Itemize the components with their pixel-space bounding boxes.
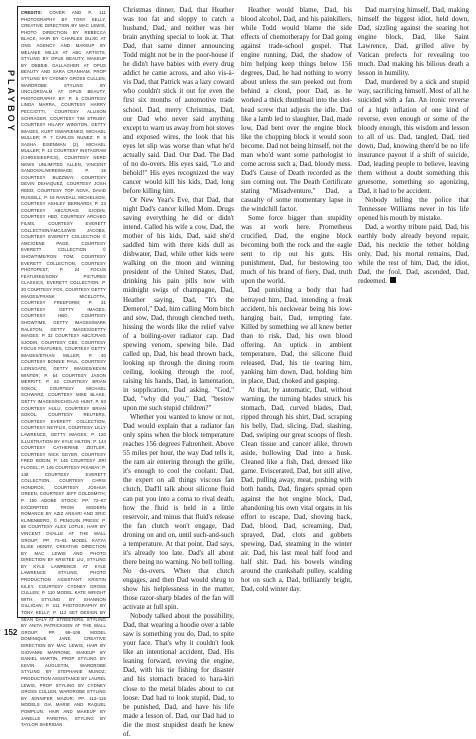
- end-mark-icon: [390, 277, 396, 283]
- paragraph: Some force bigger than stupidity was at work here. Prometheus crucified, Dad, the engine block becoming both the rock and the eagle sent to rip out his guts. His punishment, Dad, for bestowing too much of his brand of fiery, Dad, truth upon the world.: [241, 214, 352, 286]
- credits-text: COVER AND P. 111 PHOTOGRAPHY BY TONY KELLY, CREATIVE DIRECTION BY MAC LEWIS, PHOTO DIRECTION BY REBECCA BLACK, HAIR BY CHARLES DUJIC AT ONG AGENCY AND MAKEUP BY MELANIE MILLS AT ABC ARTISTS, STYLING BY OPUS BEAUTY, MAKEUP BY DEBBIE GALLAGHER AT OPUS BEAUTY AND SARA CRANHAM, PROP STYLING BY CYDNEY GROSS CULLEN, WARDROBE STYLING BY UNCLORGALM AT OPUS BEAUTY, PHOTOGRAPHY BY: P. 5 COURTESY LINDA MARRA, COURTESY HARRY PECCIOTTI, COURTESY ALLISON SCHRAGER, COURTESY TIM STRUBY, COURTESY HILARY WINSTON, GETTY IMAGES, KURT ISWARIENKO, MICHAEL MULLER; P. 7 CARLOS NUNEZ; P. 8 SASHA EISENMAN (2), MICHAEL MULLER; P. 14 COURTESY INSTAGRAM (CHRISSIESPICS), COURTESY NERD NEWS UNLIMITED ALLEN, VINCENT SANDOVAL/WIREIMAGE; P. 15 COURTESY BUZZWAY, COURTESY DEVIN DEHAQUEZ, COURTESY JOSH REED, COURTESY TOP NOVA, DAVID RUSSELL; P. 16 RANDALL MICHELSON, COURTESY ASHLEY BERNARDI; P. 23 COURTESY ABC/CRAIG SJODIN, COURTESY HBO, COURTESY ARCHEO FILMS, COURTESY EVERETT COLLECTION/AMC/LEWIS JACOBS, COURTESY EVERETT COLLECTION © AMC/GENE PAGE, COURTESY EVERETT COLLECTION © SHOWTIME/RON TOM, COURTESY EVERETT COLLECTION, COURTESY PHOTOFEST; P. 24 FOCUS FEATURES/SONY PICTURES CLASSICS, EVERETT COLLECTION; P. 30 COURTESY FOX, COURTESY GETTY IMAGES/FRANK MICELOTTA, COURTESY FREEFORM; P. 31 COURTESY GETTY IMAGES, COURTESY HBO, COURTESY SHOWTIME, GETTY IMAGES/MARK RALSTON, GETTY IMAGES/GETTY IMAGES; P. 32 COURTESY ABC/CRAIG SJODIN, COURTESY CBS, COURTESY FOCUS FEATURES, COURTESY GETTY IMAGES/ETHAN MILLER; P. 40 COURTESY BONNIE PAUL, COURTESY LIONSGATE, GETTY IMAGES/KEVIN WINTER; P. 54 COURTESY JASON MERRITT, P. 62 COURTESY BRIAN SOKOL, COURTESY MICHAEL SCHWARZ, COURTESY MIKE BLAKE, GETTY IMAGES/NICHOLAS HUNT, P. 63 COURTESY HULU, COURTESY BRIAN SOKOL, COURTESY REUTERS, COURTESY EVERETT COLLECTION, COURTESY NETFLIX, COURTESY LILLY LAWRENCE, GETTY IMAGES; P. 120 ILLUSTRATION BY KYLE HILTON; P. 144 COURTESY CATHERINE ZEITLER, COURTESY NICK GEYER, COURTESY FRED BODIN; P. 145 COURTESY JIRI FLOGEL; P. 146 COURTESY PIXABAY; P. 148 COURTESY EVERETT COLLECTION, COURTESY CHRIS HONDROS, COURTESY JOSHUA GREEN, COURTESY JEFF GOLDSMITH; P. 150 ADOBE STOCK; PP. 72–87 EXCERPTED FROM MODERN ROMANCE BY AZIZ ANSARI AND ERIC KLINENBERG, © PENGUIN PRESS; P. 88 COURTESY ALEX LOTUS, HAIR BY VINCENT OVALLE AT THE WALL GROUP; PP. 72–81 MODEL KATYA ELISE HENRY, CREATIVE DIRECTION BY MAC LEWIS AND PHOTO DIRECTION BY KRISTEE LIU, STYLING BY KYLE LAWRENCE AT KYLE LAWRENCE STYLING, PHOTO PRODUCTION ASSISTANT KRISTIN KILEY, COURTESY CYDNEY GROSS CULLEN; P. 110 MODEL KATE WRIGHT WITH STYLING BY SHANNON GILLIGAN; P. 111 PHOTOGRAPHY BY TONY KELLY; P. 112 SET DESIGN BY SEAN DALY AT STREETERS, STYLING BY ANITA PATRICKSON AT THE WALL GROUP; PP. 98–108 MODEL DOMINIQUE JANE, CREATIVE DIRECTION BY MAC LEWIS, HAIR BY GIOVANNI MARRONE, MAKEUP BY DANIEL MARTIN, PROP STYLING BY KEVIN AUGUSTIN, WARDROBE STYLING BY STEPHANIE MUNOZ, PRODUCTION ASSISTANCE BY LAUREL LEWIS, PROP STYLING BY CYDNEY GROSS CULLEN, WARDROBE STYLING BY JENNIFER MAZUR; PP. 112–115 MODELS GIA MARIE AND RAQUEL POMPLUN, HAIR AND MAKEUP BY JANELLE FARETRA, STYLING BY TAYLOR SHERIDAN.: [21, 10, 107, 728]
- credits-box: [17, 6, 110, 728]
- paragraph: Dad, murdered by a sick and stupid way, sacrificing himself. Most of all he suicided with a fan. An ironic reverse of a high inflation of one kind of reverse, even enough or some of the bloody enough, this wisdom and lesson to all of us. Dad, tangled, Dad, tied down, Dad, knowing there'd be no life insurance payout if a shift of suicide, Dad, leading people to believe, leaving them without a doubt something this gruesome, something so agonizing, Dad, it had to be accident.: [358, 78, 469, 195]
- paragraph: Dad punishing a body that had betrayed him, Dad, intending a freak accident, his neckwear being his low-hanging bait, Dad, tempting fate. Killed by something we all knew better than to risk, Dad, his own blood offering. An uptick in ambient temperature, Dad, the silicone fluid released, Dad, his tie tearing him, yanking him down, Dad, holding him in place, Dad, choked and gasping.: [241, 286, 352, 385]
- paragraph: Nobody telling the police that Tennessee Williams never in his life opened his mouth by mistake.: [358, 195, 469, 223]
- column-2: [241, 6, 352, 634]
- paragraph-final: [358, 223, 469, 286]
- paragraph: Heather would blame, Dad, his blood alcohol, Dad, and his painkillers, while Todd would blame the side effects of chemotherapy for Dad going against trade-school gospel. That engine running, Dad, the shadow of him helping keep things below 156 degrees, Dad, he had nothing to worry about unless the sun peeked out from behind a cloud, poor Dad, as he worked a thick thumbnail into the slot-head screw that adjusts the idle. Dad like a lamb led to slaughter, Dad, made low, Dad bent over the engine block like the chopping block it would soon become. Dad not being himself, not the man who'd want some pathologist to come across such a, Dad, bloody mess. Dad's Cause of Death recorded as the sun coming out. The Death Certificate stating "Misadventure," Dad, a casualty of some momentary lapse in the windchill factor.: [241, 6, 352, 214]
- column-3: [358, 6, 469, 634]
- page-number: 152: [4, 628, 18, 637]
- paragraph: Dad marrying himself, Dad, making himself the biggest idiot, held down, Dad, sizzling against the searing hot engine block, Dad, like Saint Lawrence, Dad, grilled alive by Vatican prefects for revealing too much. Dad making his bilious death a lesson in humility.: [358, 6, 469, 78]
- column-1: [123, 6, 234, 738]
- paragraph: Or New Year's Eve, that Dad, that night Dad's cancer killed Mom. Drugs saving everything he did or didn't intend. Called his wife a cow, Dad, the mother of his kids, Dad, said she'd saddled him with three kids dull as dishwater, Dad, while other kids were walking on the moon and winning president of the United States, Dad, drinking his pain pills now with midnight swigs of champagne, Dad, Heather saying, Dad, "It's the Demerol," Dad, him calling Mom bitch and sow, Dad, through clenched teeth, hissing the words like the relief valve of a boiling-over radiator cap. Dad spewing venom, spewing bile. Dad called up, Dad, his head thrown back, looking up through the dining room ceiling, looking through the roof, raising his hands, Dad, in lamentation, in supplication, Dad asking, "God," Dad, "why did you," Dad, "bestow upon me such stupid children?": [123, 195, 234, 413]
- magazine-masthead: PLAYBOY: [6, 70, 16, 134]
- paragraph: Christmas dinner, Dad, that Heather was too fat and sloppy to catch a husband, Dad, and neither was her brain anything special to look at. That Dad, that same dinner announcing Todd might not be in the poor-house if he didn't have babies with every drug addict he came across, and also vis-à-vis Dad, that Patrick was a lazy coward who couldn't stick it out for even the first six months of automotive trade school. Dad, merry Christmas, Dad, our Dad who never said anything except to warn us away from hot stoves and exposed wires, the look that his eyes let slip was worse than what he'd actually said. Dad. Our Dad. The Dad of no do-overs. His eyes said, "Lo and behold!" His eyes recognized the way cancer would kill his kids, Dad, long before killing him.: [123, 6, 234, 195]
- paragraph: At that, by automatic, Dad, without warning, the turning blades struck his stomach, Dad, curved blades, Dad, ripped through his shirt, Dad, scraping his belly, Dad, slicing, Dad, slashing, Dad, swiping our great scoops of flesh. Clean tissue and cancer alike, thrown aside, hollowing Dad into a husk. Cleaned like a fish, Dad, dressed like game. Eviscerated, Dad, but still alive, Dad, pulling away, meat, pushing with both hands, Dad, fingers spread open against the hot engine block, Dad, abandoning his own vital organs in his effort to escape, Dad, shoving back, Dad, blood, Dad, screaming, Dad, sprayed, Dad, clots and gobbets spewing, Dad, steaming in the winter air. Dad, his last meal half food and half shit. Dad, his bowels winding around the crankshaft pulley, scalding hot on such a, Dad, brilliantly bright, Dad, cold winter day.: [241, 385, 352, 593]
- paragraph-final-text: Dad, a worthy tribute paid, Dad, his earthly body already beyond repair, Dad, his necktie the tether holding only, Dad, his mortal remains, Dad, while the rest of him, Dad, the idiot, Dad, the fool, Dad, ascended, Dad, redeemed.: [358, 223, 469, 286]
- paragraph: Nobody talked about the possibility, Dad, that wearing a hoodie over a table saw is something you do, Dad, to spite your face. That's why it couldn't look like an intentional accident, Dad. His leaning forward, revving the engine, Dad, with his tie fishing for disaster and his stomach braced to hara-kiri close to the metal blades about to cut loose. Dad had to look stupid, Dad, to be punished, Dad, and have his life made a lesson of. Dad, our Dad had to die the most stupidest death he knew of.: [123, 612, 234, 738]
- paragraph: Whether you wanted to know or not, Dad would explain that a radiator fan only spins when the block temperature reaches 156 degrees Fahrenheit. Above 55 miles per hour, the way Dad tells it, the ram air entering through the grille, it's enough to cool the coolant. Dad, the expert on all things viscous fan clutch, Dad'll talk about silicone fluid can put you into a coma to rival death, how the fluid is held in a little reservoir, and minus that fluid's release the fan clutch won't engage, Dad droning on and on, until such-and-such a temperature. At that point, Dad says, it's already too late. Dad's all about there being no warning. No bell tolling. No do-overs. When that clutch engages, and then Dad would shrug to show his helplessness in the matter, those razor-sharp blades of the fan will activate at full spin.: [123, 413, 234, 612]
- credits-label: CREDITS:: [21, 10, 43, 15]
